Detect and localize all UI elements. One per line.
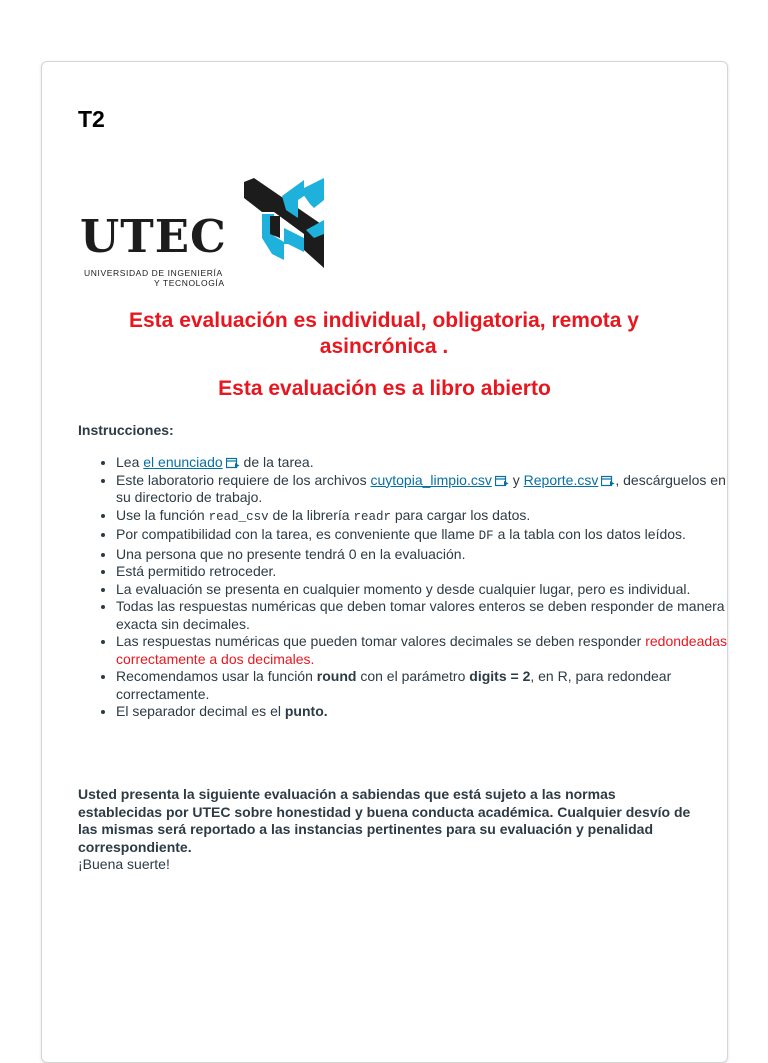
item-text: El separador decimal es el xyxy=(116,703,285,719)
page-title: T2 xyxy=(78,106,105,132)
list-item xyxy=(116,703,736,721)
item-text: a la tabla con los datos leídos. xyxy=(493,526,686,542)
list-item: • Una persona que no presente tendrá 0 en la evaluación. xyxy=(116,546,736,564)
code-readr: readr xyxy=(353,509,391,524)
notice-individual: Esta evaluación es individual, obligatoria, remota y asincrónica . xyxy=(129,309,639,358)
list-item xyxy=(116,507,736,527)
list-item xyxy=(116,526,736,546)
item-text: Lea xyxy=(116,454,144,470)
list-item xyxy=(116,472,736,507)
rounding-warning: redondeadas correctamente a dos decimales. xyxy=(116,633,727,667)
logo-subtitle-line2: Y TECNOLOGÍA xyxy=(154,278,225,288)
list-item: • La evaluación se presenta en cualquier momento y desde cualquier lugar, pero es individual. xyxy=(116,581,736,599)
item-text: Recomendamos usar la función xyxy=(116,668,317,684)
instructions-label: Instrucciones: xyxy=(78,422,174,438)
utec-logo xyxy=(80,178,325,290)
code-df: DF xyxy=(478,529,494,543)
item-text: Este laboratorio requiere de los archivos xyxy=(116,471,371,488)
good-luck-text: ¡Buena suerte! xyxy=(78,856,170,872)
cuytopia-csv-link[interactable]: cuytopia_limpio.csv xyxy=(370,471,492,488)
instructions-list xyxy=(78,454,736,721)
file-preview-icon[interactable] xyxy=(495,475,509,487)
file-preview-icon[interactable] xyxy=(226,457,240,469)
list-item: • Está permitido retroceder. xyxy=(116,563,736,581)
list-item xyxy=(116,633,736,668)
item-text: Por compatibilidad con la tarea, es conveniente que llame xyxy=(116,526,479,542)
list-item xyxy=(116,454,736,472)
item-text: , descárguelos en su directorio de trabajo. xyxy=(116,471,726,505)
item-text: para cargar los datos. xyxy=(390,506,531,523)
reporte-csv-link[interactable]: Reporte.csv xyxy=(523,471,599,488)
item-text: Las respuestas numéricas que pueden tomar valores decimales se deben responder xyxy=(116,633,646,649)
digits-param: digits = 2 xyxy=(469,668,531,684)
file-preview-icon[interactable] xyxy=(601,475,615,487)
list-item: • Todas las respuestas numéricas que deben tomar valores enteros se deben responder de manera exacta sin decimales. xyxy=(116,598,736,633)
item-text: Use la función xyxy=(116,506,209,523)
item-text: de la tarea. xyxy=(239,454,314,470)
round-function: round xyxy=(316,668,357,684)
item-text: con el parámetro xyxy=(356,668,470,684)
quiz-description-card xyxy=(41,61,728,1063)
utec-mark-icon xyxy=(244,178,324,270)
honesty-statement: Usted presenta la siguiente evaluación a sabiendas que está sujeto a las normas establecidas por UTEC sobre honestidad y buena conducta académica. Cualquier desvío de las mismas será reportado a las instancias pertinentes para su evaluación y penalidad correspondiente. xyxy=(78,786,691,855)
decimal-separator: punto. xyxy=(284,703,328,719)
logo-subtitle-line1: UNIVERSIDAD DE INGENIERÍA xyxy=(84,268,223,278)
item-text: y xyxy=(508,471,524,488)
enunciado-link[interactable]: el enunciado xyxy=(143,454,223,470)
logo-wordmark: UTEC xyxy=(80,210,227,263)
code-read-csv: read_csv xyxy=(208,509,269,524)
list-item xyxy=(116,668,736,703)
notice-open-book: Esta evaluación es a libro abierto xyxy=(218,377,551,400)
item-text: , en R, para redondear correctamente. xyxy=(116,668,672,702)
item-text: de la librería xyxy=(268,506,354,523)
